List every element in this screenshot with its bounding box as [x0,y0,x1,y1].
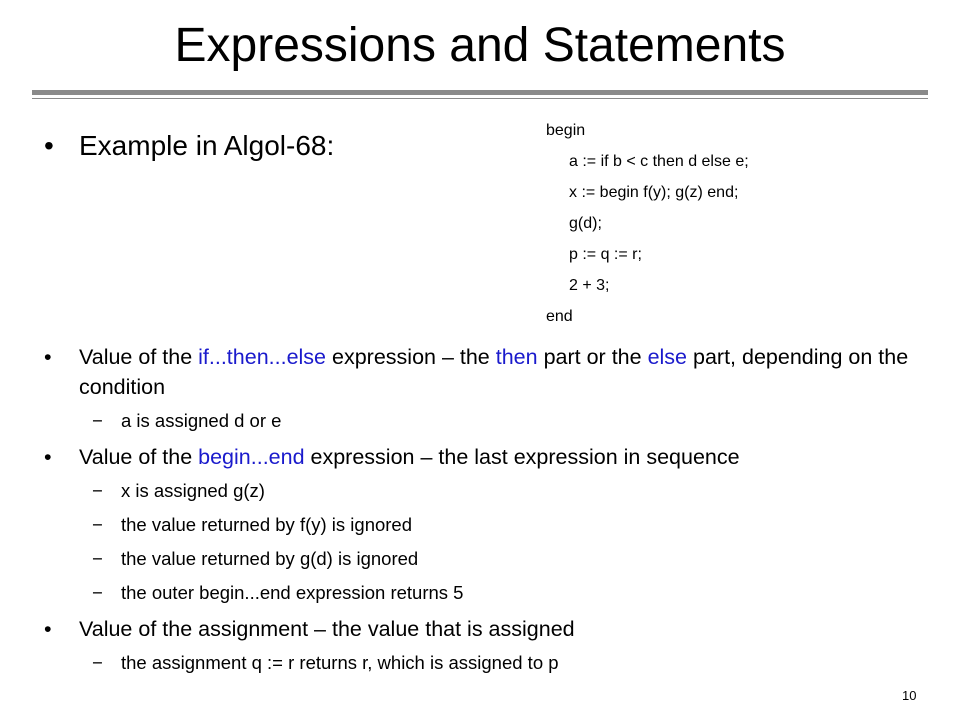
sub-text: the outer begin...end expression returns 5 [121,582,464,603]
code-line: begin [546,122,586,139]
sub-bullet [44,478,924,504]
sub-text: the value returned by f(y) is ignored [121,514,413,535]
text: expression – the last expression in sequence [304,445,740,469]
sub-text: a is assigned d or e [121,410,282,431]
dash-marker: − [92,480,103,501]
sub-bullet [44,580,924,606]
text: Value of the [79,345,199,369]
bullet-dot: • [44,345,52,369]
slide-title: Expressions and Statements [174,19,786,72]
title-divider [32,90,928,95]
title-divider-thin [32,98,928,99]
bullet-assignment [44,614,924,644]
text: Value of the assignment – the value that is assigned [79,617,575,641]
sub-text: x is assigned g(z) [121,480,265,501]
page-number: 10 [902,688,917,703]
code-line: end [546,308,573,325]
dash-marker: − [92,410,103,431]
code-line: p := q := r; [569,246,642,263]
sub-bullet [44,546,924,572]
code-line: 2 + 3; [569,277,610,294]
text: part or the [537,345,648,369]
intro-bullet [44,128,334,164]
dash-marker: − [92,582,103,603]
code-line: x := begin f(y); g(z) end; [569,184,739,201]
text: part, depending on the condition [79,345,909,399]
keyword: begin...end [198,445,305,469]
sub-bullet [44,650,924,676]
bullet-list [44,342,924,684]
sub-bullet [44,512,924,538]
code-line: g(d); [569,215,602,232]
sub-bullet [44,408,924,434]
bullet-begin-end [44,442,924,472]
dash-marker: − [92,514,103,535]
code-block [546,120,749,337]
sub-text: the assignment q := r returns r, which is assigned to p [121,652,559,673]
intro-label: Example in Algol-68: [79,130,335,161]
keyword: if...then...else [198,345,327,369]
bullet-dot: • [44,617,52,641]
dash-marker: − [92,548,103,569]
dash-marker: − [92,652,103,673]
bullet-dot: • [44,130,54,161]
code-line: a := if b < c then d else e; [569,153,749,170]
keyword: else [647,345,688,369]
text: expression – the [326,345,496,369]
sub-text: the value returned by g(d) is ignored [121,548,419,569]
text: Value of the [79,445,199,469]
keyword: then [495,345,538,369]
bullet-if-then-else [44,342,924,402]
bullet-dot: • [44,445,52,469]
